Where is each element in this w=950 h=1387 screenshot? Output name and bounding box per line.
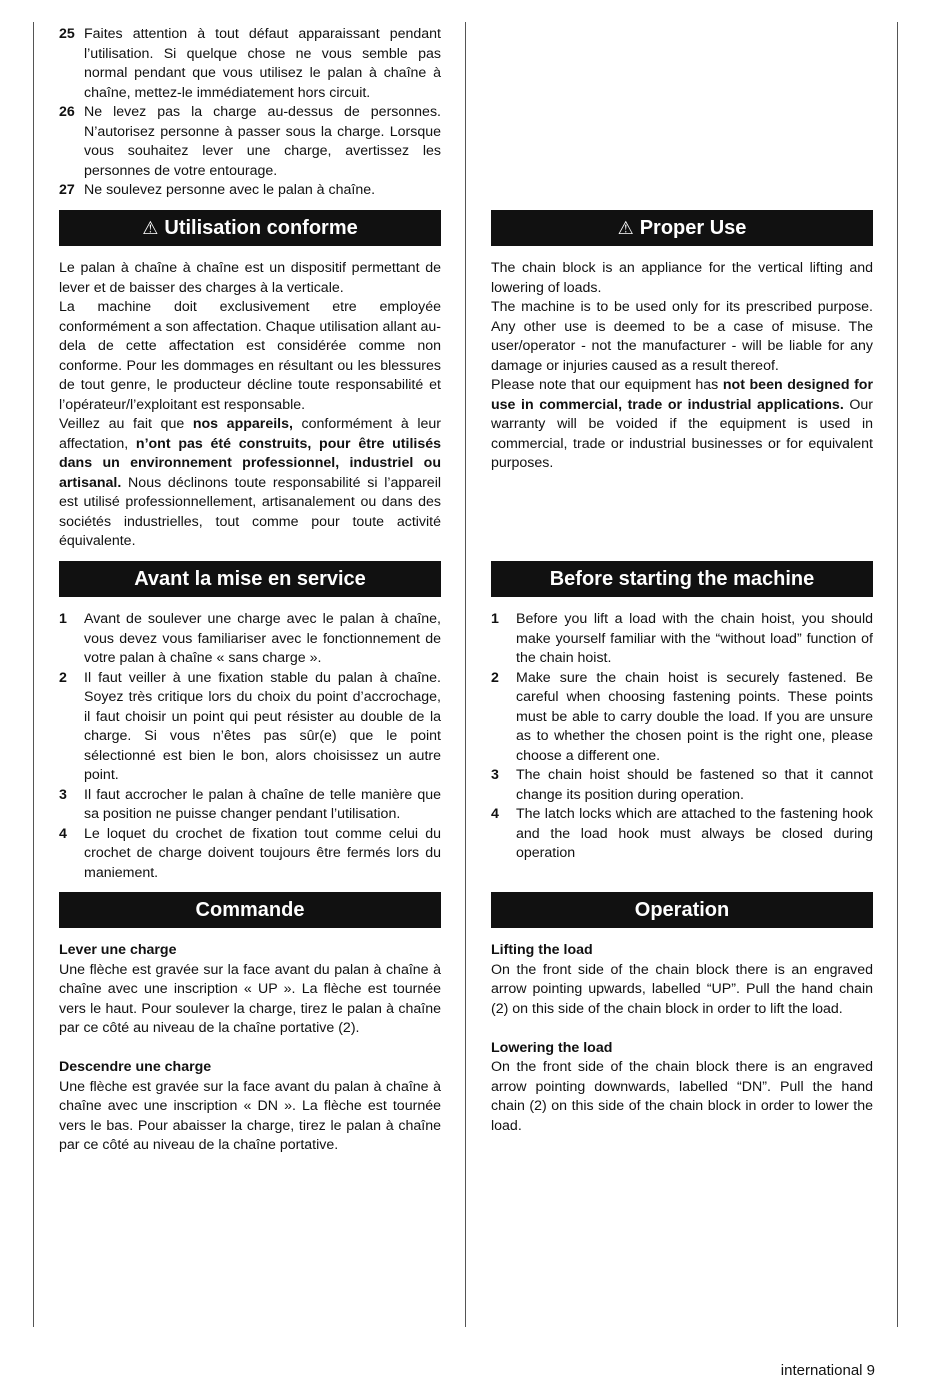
paragraph: La machine doit exclusivement etre employée conformément a son affectation. Chaque utilisation allant au-dela de cette affectation est considérée comme non conforme. Pour les dommages en résultant ou les blessures de tout genre, le producteur décline toute responsabilité et l’opérateur/l’exploitant est responsable. xyxy=(59,299,441,413)
list-item: 3 The chain hoist should be fastened so that it cannot change its position during operation. xyxy=(491,767,873,803)
list-item: 3 Il faut accrocher le palan à chaîne de telle manière que sa position ne puisse changer pendant l’utilisation. xyxy=(59,786,441,822)
list-item: 2 Il faut veiller à une fixation stable du palan à chaîne. Soyez très critique lors du choix du point d’accrochage, il faut choisir un point qui peut résister au double de la charge. Si vous n’êtes pas sûr(e) que le point sélectionné est bien le bon, alors choisissez un autre point. xyxy=(59,669,441,783)
left-margin-rule xyxy=(33,22,34,1327)
left-use-body xyxy=(59,259,441,552)
list-item: 2 Make sure the chain hoist is securely fastened. Be careful when choosing fastening points. These points must be able to carry double the load. If you are unsure as to whether the chosen point is the right one, please choose a different one. xyxy=(491,669,873,764)
subheading: Lever une charge xyxy=(59,942,177,958)
section-heading-operation: Operation xyxy=(491,892,873,928)
paragraph: Une flèche est gravée sur la face avant du palan à chaîne à chaîne avec une inscription « UP ». La flèche est tournée vers le haut. Pour soulever la charge, tirez le palan à chaîne par ce côté au niveau de la chaîne portative (2). xyxy=(59,961,441,1036)
section-heading-before-starting: Before starting the machine xyxy=(491,561,873,597)
list-item: 1 Avant de soulever une charge avec le palan à chaîne, vous devez vous familiariser avec le fonctionnement de votre palan à chaîne « sans charge ». xyxy=(59,611,441,666)
list-item: 1 Before you lift a load with the chain hoist, you should make yourself familiar with the “without load” function of the chain hoist. xyxy=(491,611,873,666)
paragraph: Please note that our equipment has not been designed for use in commercial, trade or industrial applications. Our warranty will be voided if the equipment is used in commercial, trade or industrial businesses or for equivalent purposes. xyxy=(491,377,873,471)
warning-triangle-icon: ⚠ xyxy=(617,218,634,238)
right-start-list xyxy=(491,610,873,864)
paragraph: On the front side of the chain block there is an engraved arrow pointing upwards, labelled “UP”. Pull the hand chain (2) on this side of the chain block in order to lift the load. xyxy=(491,961,873,1017)
paragraph: The chain block is an appliance for the vertical lifting and lowering of loads. xyxy=(491,260,873,296)
paragraph: The machine is to be used only for its prescribed purpose. Any other use is deemed to be a case of misuse. The user/operator - not the manufacturer - will be liable for any damage or injuries caused as a result thereof. xyxy=(491,299,873,374)
section-heading-utilisation: ⚠ Utilisation conforme xyxy=(59,210,441,246)
section-heading-commande: Commande xyxy=(59,892,441,928)
section-heading-proper-use: ⚠ Proper Use xyxy=(491,210,873,246)
right-margin-rule xyxy=(897,22,898,1327)
left-intro-list xyxy=(59,25,441,201)
subheading: Lifting the load xyxy=(491,942,593,958)
section-heading-avant: Avant la mise en service xyxy=(59,561,441,597)
subheading: Lowering the load xyxy=(491,1039,613,1056)
paragraph: Le palan à chaîne à chaîne est un dispositif permettant de lever et de baisser des charges à la verticale. xyxy=(59,260,441,296)
right-use-body xyxy=(491,259,873,474)
right-operation-body xyxy=(491,941,873,1136)
left-start-list xyxy=(59,610,441,883)
list-item: 26 Ne levez pas la charge au-dessus de personnes. N’autorisez personne à passer sous la charge. Lorsque vous souhaitez lever une charge, avertissez les personnes de votre entourage. xyxy=(59,104,441,179)
left-command-body xyxy=(59,941,441,1156)
subheading: Descendre une charge xyxy=(59,1059,212,1075)
warning-triangle-icon: ⚠ xyxy=(142,218,159,238)
paragraph: Une flèche est gravée sur la face avant du palan à chaîne à chaîne avec une inscription « DN ». La flèche est tournée vers le bas. Pour abaisser la charge, tirez le palan à chaîne par ce côté au niveau de la chaîne portative. xyxy=(59,1078,441,1153)
page-footer: international 9 xyxy=(780,1362,875,1379)
list-item: 4 The latch locks which are attached to the fastening hook and the load hook must always be closed during operation xyxy=(491,806,873,861)
paragraph: Veillez au fait que nos appareils, conformément à leur affectation, n’ont pas été construits, pour être utilisés dans un environnement professionnel, industriel ou artisanal. Nous déclinons toute responsabilité si l’appareil est utilisé professionnellement, artisanalement ou dans des sociétés industrielles, tout comme pour toute activité équivalente. xyxy=(59,416,441,549)
paragraph: On the front side of the chain block there is an engraved arrow pointing downwards, labelled “DN”. Pull the hand chain (2) on this side of the chain block in order to lower the load. xyxy=(491,1059,873,1134)
list-item: 4 Le loquet du crochet de fixation tout comme celui du crochet de charge doivent toujours être fermés lors du maniement. xyxy=(59,825,441,881)
list-item: 25 Faites attention à tout défaut apparaissant pendant l’utilisation. Si quelque chose ne vous semble pas normal pendant que vous utilisez le palan à chaîne à chaîne, mettez-le immédiatement hors circuit. xyxy=(59,26,441,101)
list-item: 27 Ne soulevez personne avec le palan à chaîne. xyxy=(59,182,376,198)
center-rule xyxy=(465,22,466,1327)
